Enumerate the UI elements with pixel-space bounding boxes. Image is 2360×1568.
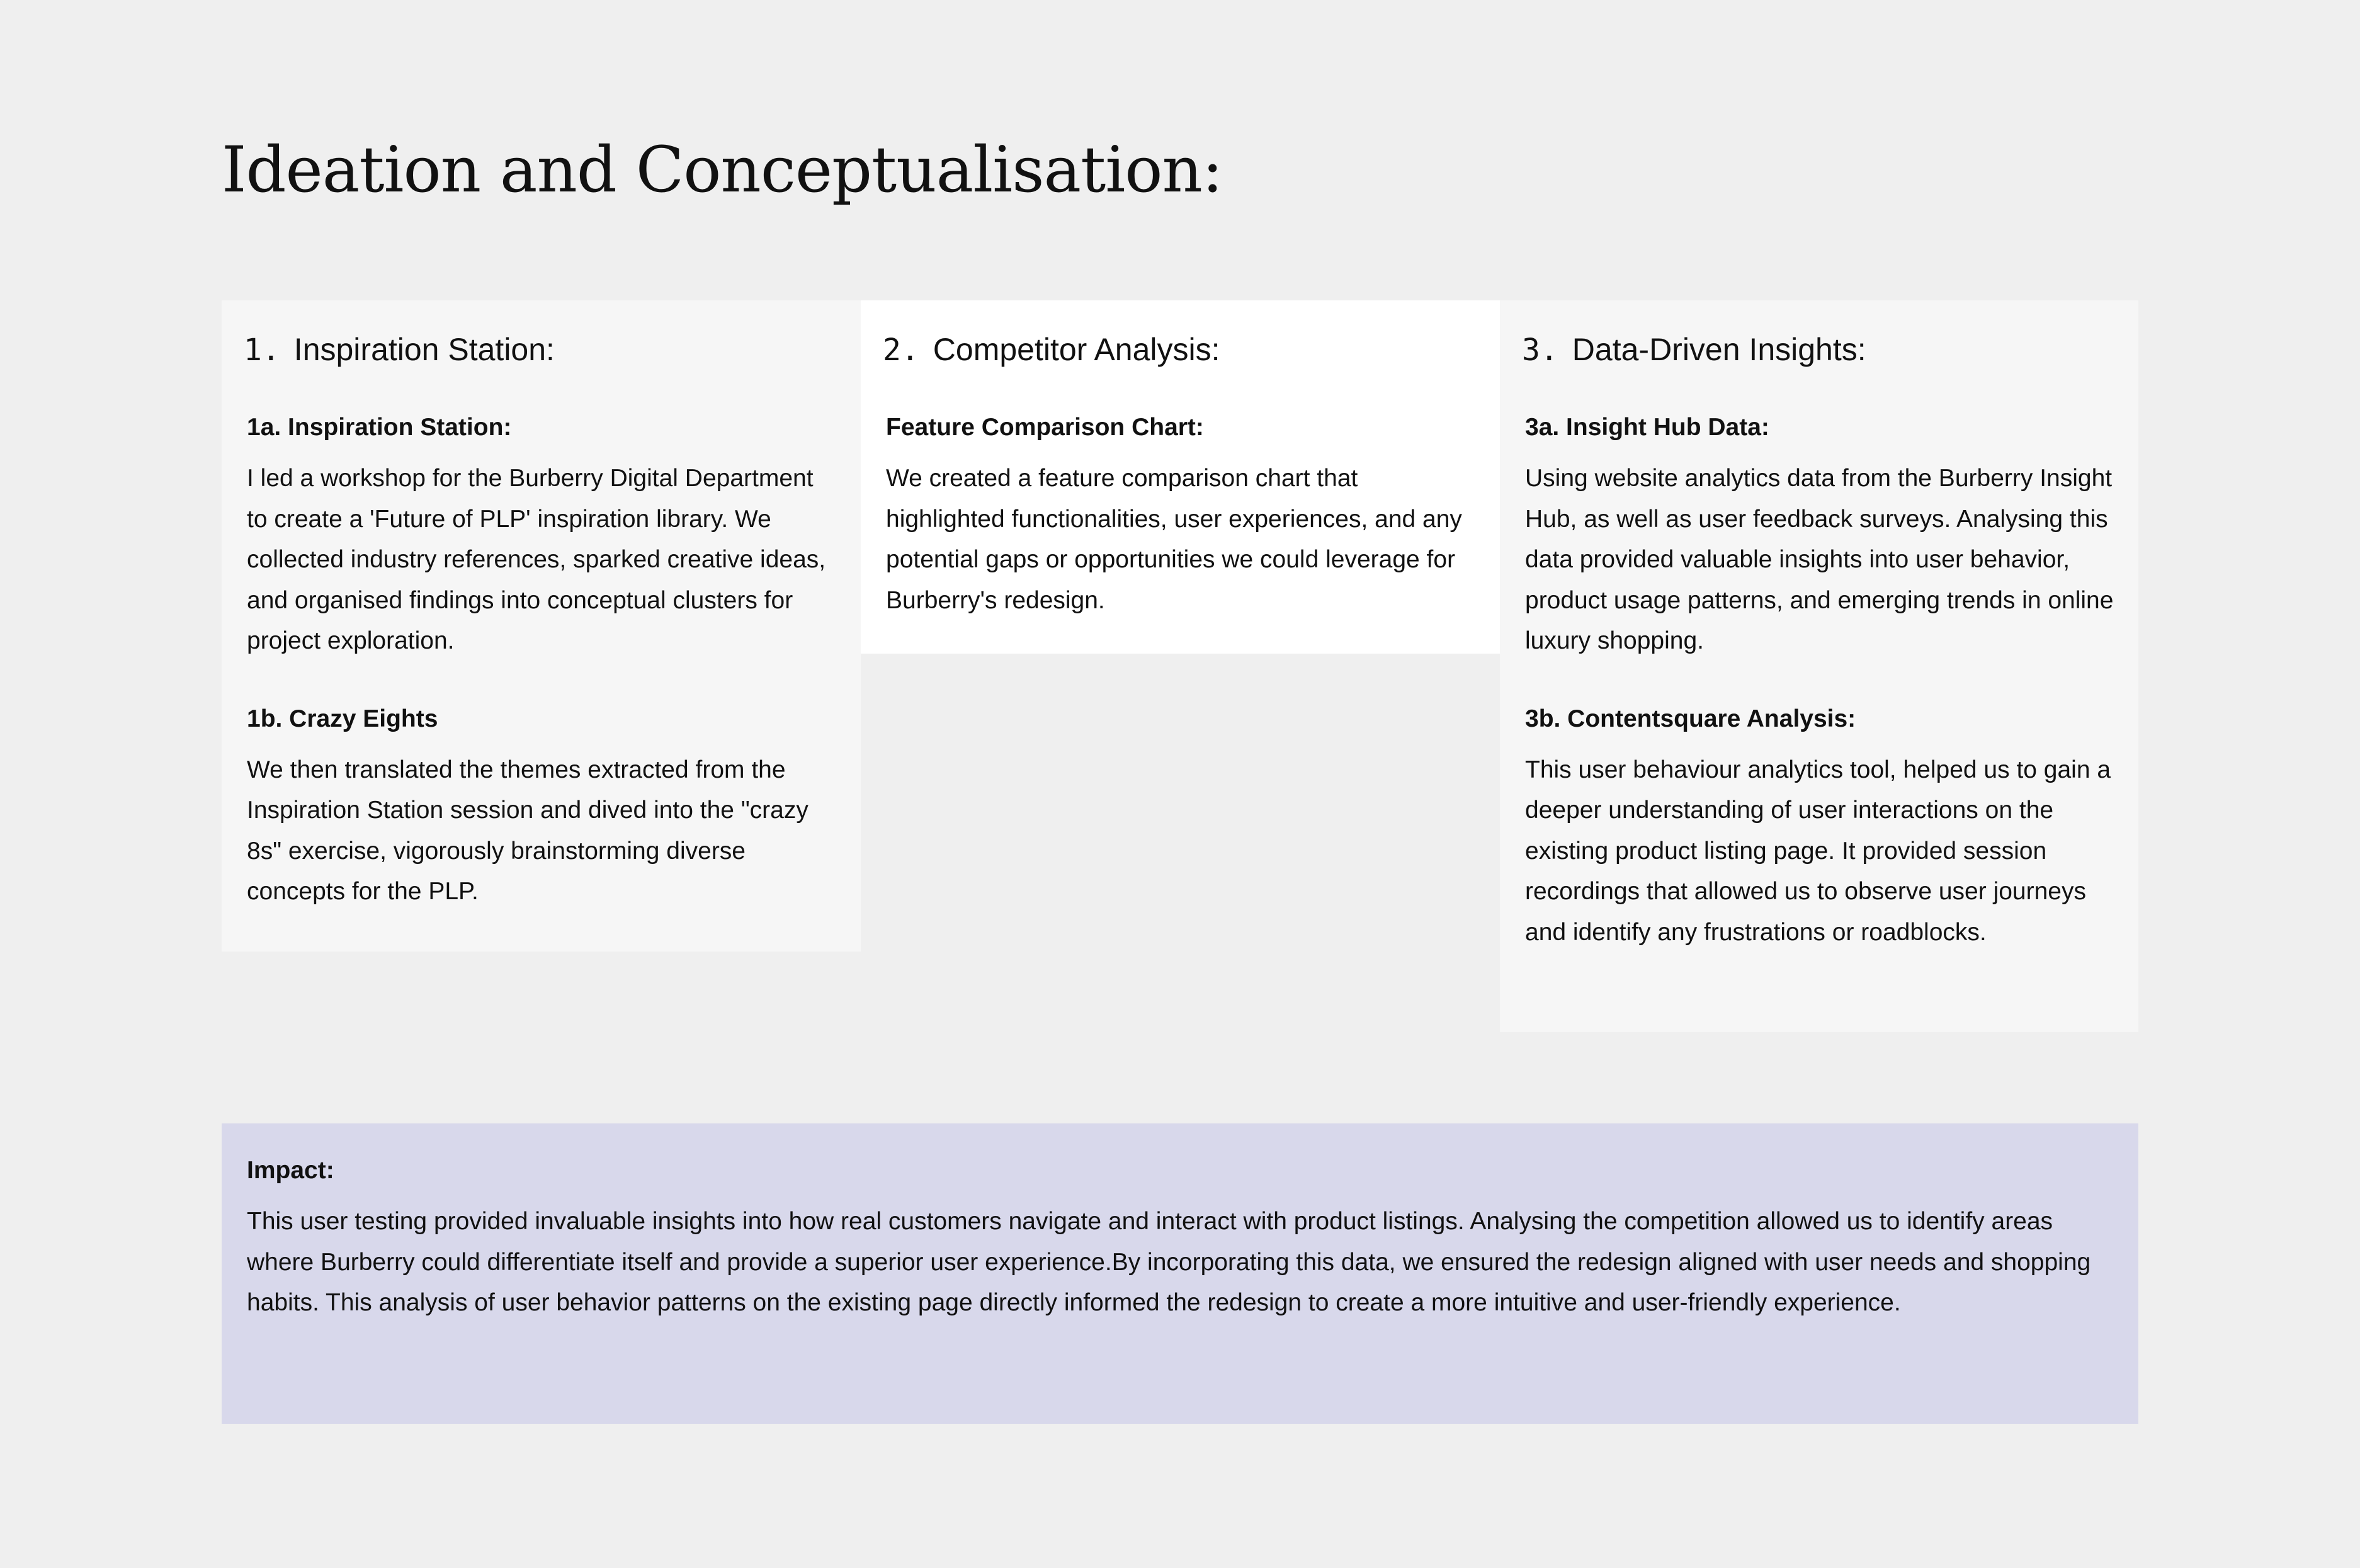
- card-title-text: Competitor Analysis:: [933, 332, 1220, 367]
- impact-panel: [222, 1123, 2138, 1424]
- section-text: Using website analytics data from the Burberry Insight Hub, as well as user feedback surveys. Analysing this data provided valuable insights into user behavior, product usage patterns, and emerging trends in online luxury shopping.: [1525, 465, 2114, 654]
- card-title: [244, 329, 555, 370]
- section-heading: 1a. Inspiration Station:: [247, 414, 512, 441]
- card-section: [247, 703, 837, 912]
- section-text: We created a feature comparison chart that highlighted functionalities, user experiences, and any potential gaps or opportunities we could leverage for Burberry's redesign.: [886, 465, 1462, 614]
- impact-heading: Impact:: [247, 1157, 334, 1184]
- card-section: [1525, 412, 2114, 662]
- card-number: 1.: [244, 332, 280, 368]
- card-title: [883, 329, 1220, 370]
- card-section: [886, 412, 1476, 621]
- section-text: I led a workshop for the Burberry Digital Department to create a 'Future of PLP' inspiration library. We collected industry references, sparked creative ideas, and organised findings into conceptual clusters for project exploration.: [247, 465, 826, 654]
- page-title: Ideation and Conceptualisation:: [222, 133, 1223, 207]
- card-body: [247, 412, 837, 912]
- card-inspiration-station: [222, 300, 861, 952]
- card-section: [247, 412, 837, 662]
- section-heading: 3b. Contentsquare Analysis:: [1525, 705, 1856, 732]
- section-heading: Feature Comparison Chart:: [886, 414, 1204, 441]
- card-body: [1525, 412, 2114, 953]
- card-data-driven-insights: [1500, 300, 2138, 1032]
- card-body: [886, 412, 1476, 621]
- section-heading: 1b. Crazy Eights: [247, 705, 438, 732]
- impact-text: This user testing provided invaluable insights into how real customers navigate and interact with product listings. Analysing the competition allowed us to identify areas where Burberry could differentiate itself and provide a superior user experience.By incorporating this data, we ensured the redesign aligned with user needs and shopping habits. This analysis of user behavior patterns on the existing page directly informed the redesign to create a more intuitive and user-friendly experience.: [247, 1208, 2091, 1316]
- section-heading: 3a. Insight Hub Data:: [1525, 414, 1769, 441]
- card-competitor-analysis: [861, 300, 1500, 654]
- card-title: [1522, 329, 1866, 370]
- card-number: 2.: [883, 332, 919, 368]
- section-text: We then translated the themes extracted from the Inspiration Station session and dived into the "crazy 8s" exercise, vigorously brainstorming diverse concepts for the PLP.: [247, 756, 808, 905]
- card-title-text: Data-Driven Insights:: [1572, 332, 1866, 367]
- section-text: This user behaviour analytics tool, helped us to gain a deeper understanding of user interactions on the existing product listing page. It provided session recordings that allowed us to observe user journeys and identify any frustrations or roadblocks.: [1525, 756, 2111, 946]
- card-section: [1525, 703, 2114, 953]
- card-title-text: Inspiration Station:: [293, 332, 555, 367]
- card-number: 3.: [1522, 332, 1558, 368]
